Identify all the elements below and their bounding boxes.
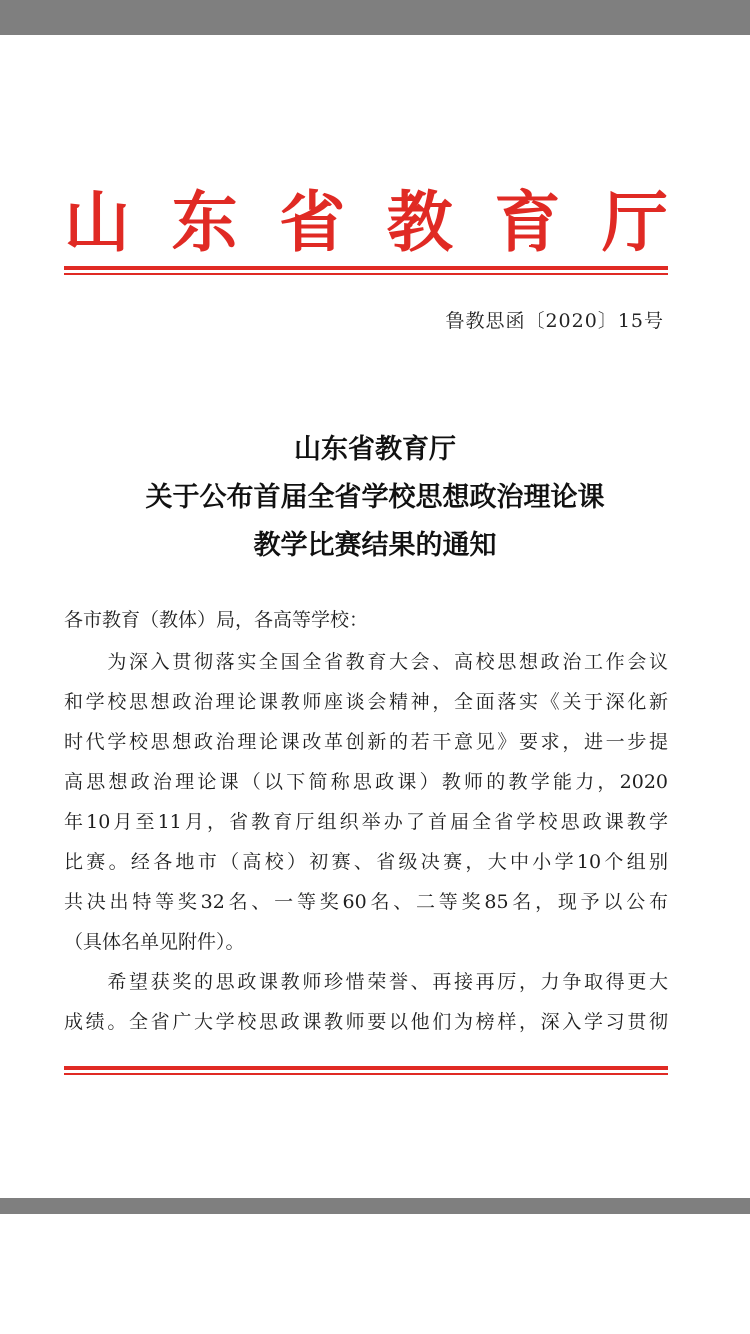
- paragraph-line: （具体名单见附件）。: [64, 931, 245, 953]
- salutation-text: 各市教育（教体）局，各高等学校：: [64, 609, 369, 631]
- paragraph-line: 为深入贯彻落实全国全省教育大会、高校思想政治工作会议: [64, 651, 668, 673]
- title-line-3: 教学比赛结果的通知: [253, 530, 497, 561]
- paragraph-line: 时代学校思想政治理论课改革创新的若干意见》要求，进一步提: [64, 731, 668, 753]
- masthead-char: 教: [386, 183, 453, 261]
- paragraph-line: 比赛。经各地市（高校）初赛、省级决赛，大中小学10个组别: [64, 851, 668, 873]
- title-line-1: 山东省教育厅: [294, 434, 456, 465]
- salutation: [64, 600, 668, 640]
- paragraph-line: 希望获奖的思政课教师珍惜荣誉、再接再厉，力争取得更大: [64, 971, 668, 993]
- paragraph-line: 共决出特等奖32名、一等奖60名、二等奖85名，现予以公布: [64, 891, 668, 913]
- paragraph-line: 成绩。全省广大学校思政课教师要以他们为榜样，深入学习贯彻: [64, 1011, 668, 1033]
- document-number: 鲁教思函〔2020〕15号: [445, 310, 664, 332]
- paragraph-2: [64, 962, 668, 1042]
- masthead-char: 山: [64, 183, 130, 261]
- masthead-char: 东: [171, 183, 238, 261]
- header-rule-thin: [64, 273, 668, 275]
- masthead-char: 育: [494, 183, 561, 261]
- bottom-frame-bar: [0, 1198, 750, 1214]
- masthead: [64, 183, 668, 261]
- header-rule-thick: [64, 266, 668, 270]
- masthead-char: 厅: [601, 183, 668, 261]
- masthead-char: 省: [279, 183, 346, 261]
- paragraph-line: 年10月至11月，省教育厅组织举办了首届全省学校思政课教学: [64, 811, 668, 833]
- title-line-2: 关于公布首届全省学校思想政治理论课: [145, 482, 605, 513]
- footer-rule-thin: [64, 1073, 668, 1075]
- paragraph-1: [64, 642, 668, 962]
- top-frame-bar: [0, 0, 750, 35]
- paragraph-line: 高思想政治理论课（以下简称思政课）教师的教学能力，2020: [64, 771, 668, 793]
- footer-rule-thick: [64, 1066, 668, 1070]
- paragraph-line: 和学校思想政治理论课教师座谈会精神，全面落实《关于深化新: [64, 691, 668, 713]
